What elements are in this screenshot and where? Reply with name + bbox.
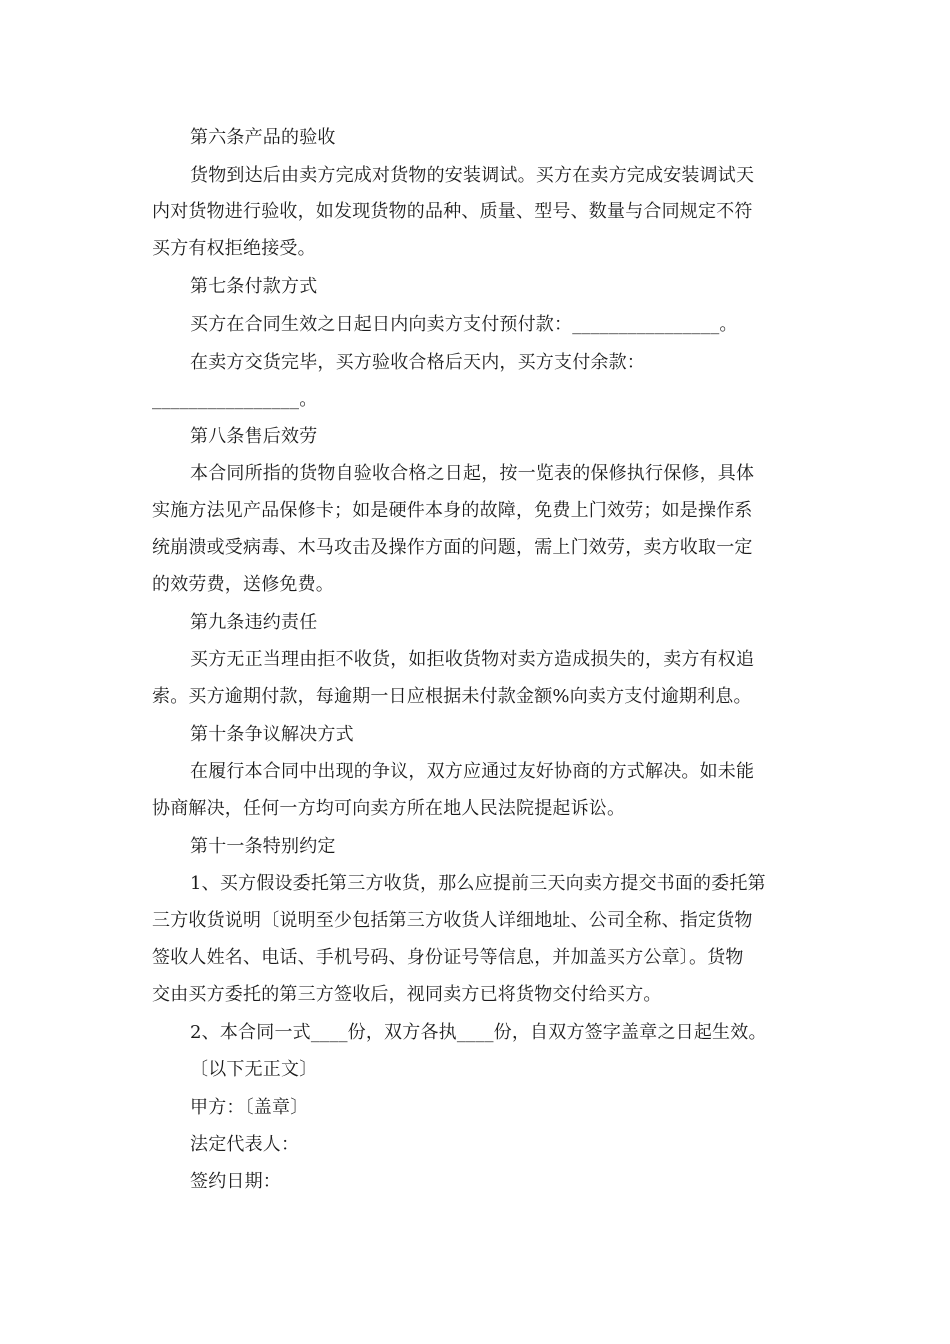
article-6-text-line-2: 内对货物进行验收，如发现货物的品种、质量、型号、数量与合同规定不符 bbox=[152, 201, 753, 222]
article-9-text-line-1: 买方无正当理由拒不收货，如拒收货物对卖方造成损失的，卖方有权追 bbox=[190, 649, 755, 670]
legal-representative-line: 法定代表人： bbox=[190, 1134, 300, 1155]
article-10-text-line-2: 协商解决，任何一方均可向卖方所在地人民法院提起诉讼。 bbox=[152, 798, 626, 819]
article-11-item-2: 2、本合同一式____份，双方各执____份，自双方签字盖章之日起生效。 bbox=[190, 1022, 767, 1043]
article-7-text-line-1: 买方在合同生效之日起日内向卖方支付预付款：________________。 bbox=[190, 314, 738, 335]
article-9-heading: 第九条违约责任 bbox=[190, 612, 318, 633]
article-11-item-1-line-2: 三方收货说明〔说明至少包括第三方收货人详细地址、公司全称、指定货物 bbox=[152, 910, 753, 931]
article-11-item-1-line-1: 1、买方假设委托第三方收货，那么应提前三天向卖方提交书面的委托第 bbox=[190, 873, 766, 894]
article-6-heading: 第六条产品的验收 bbox=[190, 127, 336, 148]
party-a-seal-line: 甲方：〔盖章〕 bbox=[190, 1097, 309, 1118]
article-11-heading: 第十一条特别约定 bbox=[190, 836, 336, 857]
article-10-heading: 第十条争议解决方式 bbox=[190, 724, 354, 745]
article-8-text-line-2: 实施方法见产品保修卡；如是硬件本身的故障，免费上门效劳；如是操作系 bbox=[152, 500, 753, 521]
article-7-text-line-2: 在卖方交货完毕，买方验收合格后天内，买方支付余款： bbox=[190, 352, 645, 373]
no-further-text-note: 〔以下无正文〕 bbox=[190, 1059, 318, 1080]
article-11-item-1-line-4: 交由买方委托的第三方签收后，视同卖方已将货物交付给买方。 bbox=[152, 984, 662, 1005]
article-6-text-line-3: 买方有权拒绝接受。 bbox=[152, 238, 316, 259]
article-6-text-line-1: 货物到达后由卖方完成对货物的安装调试。买方在卖方完成安装调试天 bbox=[190, 165, 755, 186]
article-7-text-line-3: ________________。 bbox=[152, 389, 318, 410]
article-11-item-1-line-3: 签收人姓名、电话、手机号码、身份证号等信息，并加盖买方公章〕。货物 bbox=[152, 947, 744, 968]
article-8-text-line-4: 的效劳费，送修免费。 bbox=[152, 574, 334, 595]
article-8-text-line-3: 统崩溃或受病毒、木马攻击及操作方面的问题，需上门效劳，卖方收取一定 bbox=[152, 537, 753, 558]
article-9-text-line-2: 索。买方逾期付款，每逾期一日应根据未付款金额%向卖方支付逾期利息。 bbox=[152, 686, 752, 707]
article-8-text-line-1: 本合同所指的货物自验收合格之日起，按一览表的保修执行保修，具体 bbox=[190, 463, 755, 484]
article-7-heading: 第七条付款方式 bbox=[190, 276, 318, 297]
article-8-heading: 第八条售后效劳 bbox=[190, 426, 318, 447]
signing-date-line: 签约日期： bbox=[190, 1171, 281, 1192]
article-10-text-line-1: 在履行本合同中出现的争议，双方应通过友好协商的方式解决。如未能 bbox=[190, 761, 755, 782]
